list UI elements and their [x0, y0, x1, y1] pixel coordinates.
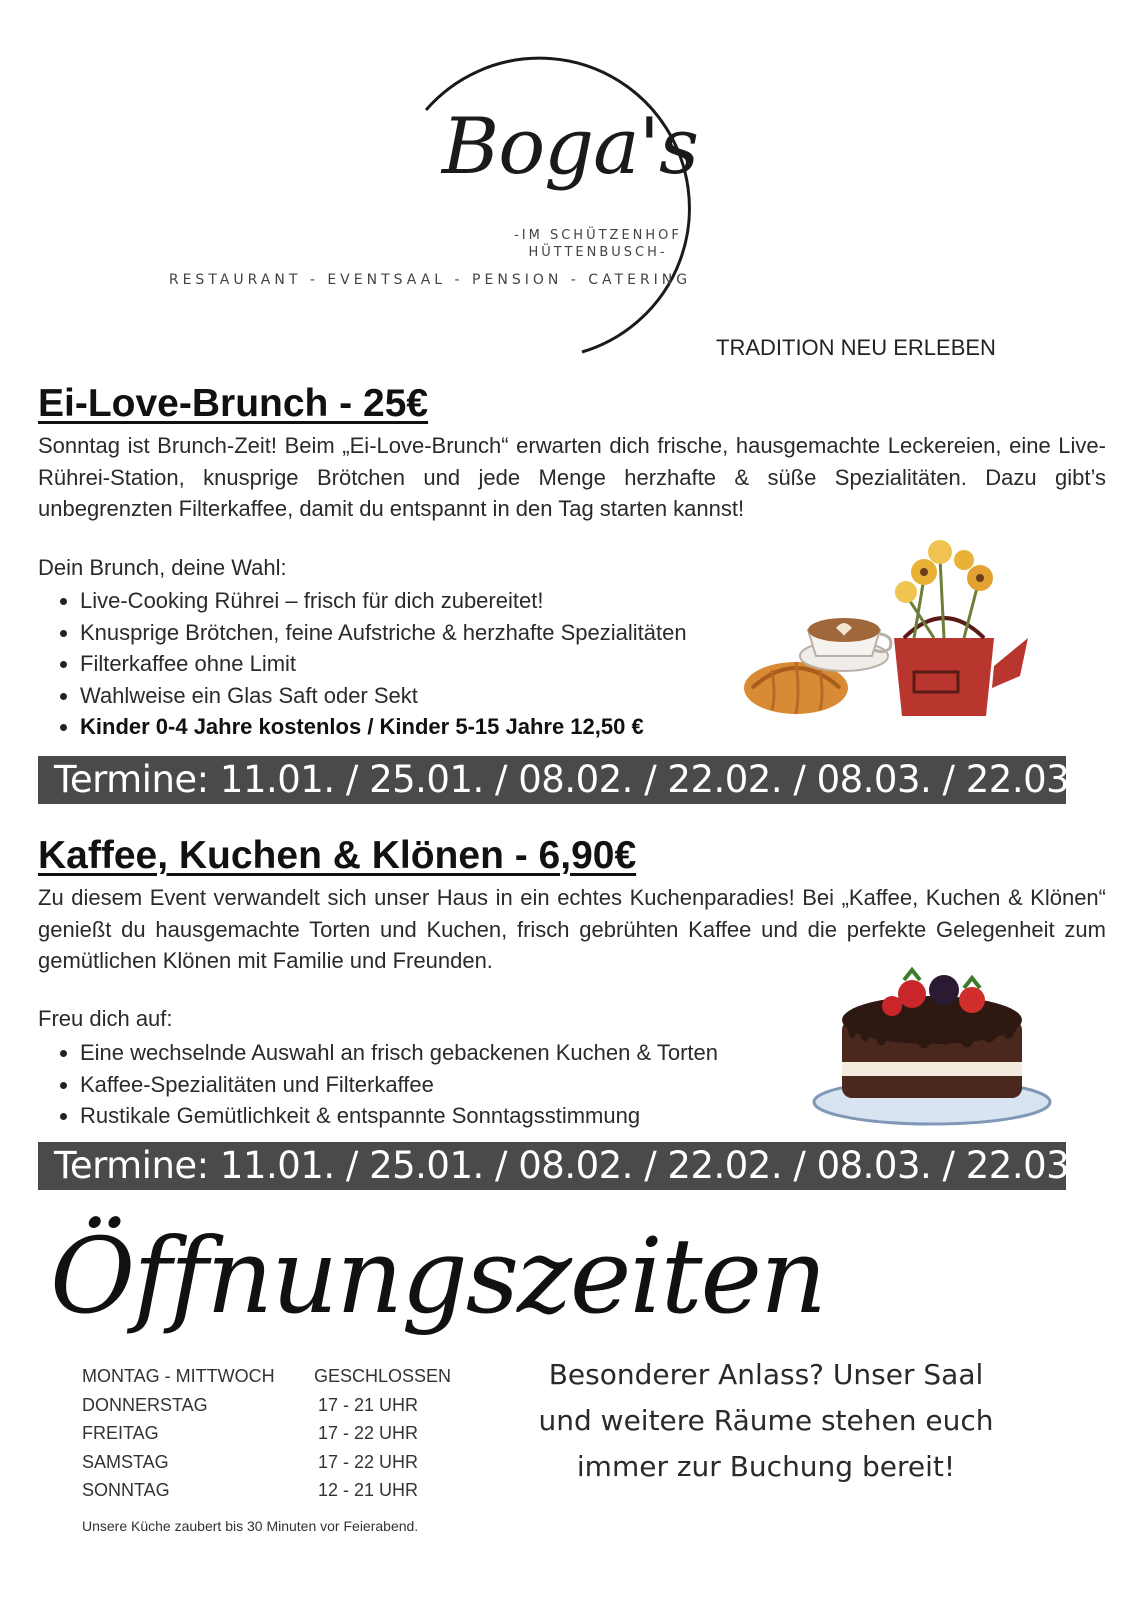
brunch-description: Sonntag ist Brunch-Zeit! Beim „Ei-Love-Brunch“ erwarten dich frische, hausgemachte Leckereien, eine Live-Rührei-Station, knusprige Brötchen und jede Menge herzhafte & süße Spezialitäten. Dazu gibt’s unbegrenzten Filterkaffee, damit du entspannt in den Tag starten kannst! — [38, 433, 1106, 521]
hours-day: FREITAG — [82, 1423, 159, 1443]
brunch-intro: Dein Brunch, deine Wahl: — [38, 555, 287, 580]
hours-day: DONNERSTAG — [82, 1394, 208, 1415]
list-item: Live-Cooking Rührei – frisch für dich zubereitet! — [80, 585, 687, 617]
occasion-line: immer zur Buchung bereit! — [576, 1450, 956, 1483]
occasion-line: Besonderer Anlass? Unser Saal — [548, 1358, 984, 1391]
logo-subtitle-line1: -IM SCHÜTZENHOF — [514, 228, 682, 243]
brunch-dates-bar: Termine: 11.01. / 25.01. / 08.02. / 22.02. / 08.03. / 22.03. — [38, 756, 1066, 804]
hours-time: 17 - 22 UHR — [318, 1451, 419, 1472]
cake-intro: Freu dich auf: — [38, 1006, 173, 1031]
hours-title: Öffnungszeiten — [50, 1215, 826, 1337]
tagline: TRADITION NEU ERLEBEN — [716, 335, 996, 360]
hours-day: MONTAG - MITTWOCH — [82, 1366, 275, 1386]
hours-time: 12 - 21 UHR — [318, 1480, 419, 1500]
hours-day: SONNTAG — [82, 1480, 170, 1500]
logo-subtitle-line2: HÜTTENBUSCH- — [528, 245, 668, 260]
cake-heading: Kaffee, Kuchen & Klönen - 6,90€ — [38, 834, 637, 877]
hours-day: SAMSTAG — [82, 1451, 169, 1472]
hours-row — [82, 1362, 498, 1391]
hours-row — [82, 1419, 498, 1448]
hours-table — [82, 1362, 498, 1505]
hours-row — [82, 1448, 498, 1477]
cake-list — [38, 1037, 718, 1132]
hours-row — [82, 1476, 498, 1505]
flowers-icon — [895, 540, 993, 638]
occasion-text — [500, 1352, 1032, 1490]
coffee-cup-icon — [800, 618, 891, 671]
occasion-line: und weitere Räume stehen euch — [538, 1404, 994, 1437]
hours-time: 17 - 22 UHR — [318, 1423, 419, 1443]
list-item-kids-price: Kinder 0-4 Jahre kostenlos / Kinder 5-15 Jahre 12,50 € — [80, 711, 687, 743]
list-item: Rustikale Gemütlichkeit & entspannte Sonntagsstimmung — [80, 1100, 718, 1132]
list-item: Filterkaffee ohne Limit — [80, 648, 687, 680]
brunch-list — [38, 585, 687, 743]
logo-script: Boga's — [441, 102, 699, 192]
list-item: Kaffee-Spezialitäten und Filterkaffee — [80, 1069, 718, 1101]
brunch-illustration — [744, 538, 1034, 728]
cake-description: Zu diesem Event verwandelt sich unser Haus in ein echtes Kuchenparadies! Bei „Kaffee, Kuchen & Klönen“ genießt du hausgemachte Torten und Kuchen, frisch gebrühten Kaffee und die perfekte Gelegenheit zum gemütlichen Klönen mit Familie und Freunden. — [38, 885, 1106, 973]
hours-time: GESCHLOSSEN — [314, 1366, 452, 1386]
logo-subtitle — [498, 227, 698, 261]
kitchen-note: Unsere Küche zaubert bis 30 Minuten vor Feierabend. — [82, 1518, 419, 1534]
list-item: Knusprige Brötchen, feine Aufstriche & herzhafte Spezialitäten — [80, 617, 687, 649]
logo-services: RESTAURANT - EVENTSAAL - PENSION - CATERING — [168, 272, 692, 288]
hours-time: 17 - 21 UHR — [318, 1394, 419, 1415]
list-item: Eine wechselnde Auswahl an frisch gebackenen Kuchen & Torten — [80, 1037, 718, 1069]
logo-circle — [396, 40, 726, 370]
cake-illustration — [812, 950, 1056, 1128]
cake-dates-bar: Termine: 11.01. / 25.01. / 08.02. / 22.02. / 08.03. / 22.03. — [38, 1142, 1066, 1190]
hours-row — [82, 1391, 498, 1420]
brunch-heading: Ei-Love-Brunch - 25€ — [38, 382, 429, 425]
list-item: Wahlweise ein Glas Saft oder Sekt — [80, 680, 687, 712]
